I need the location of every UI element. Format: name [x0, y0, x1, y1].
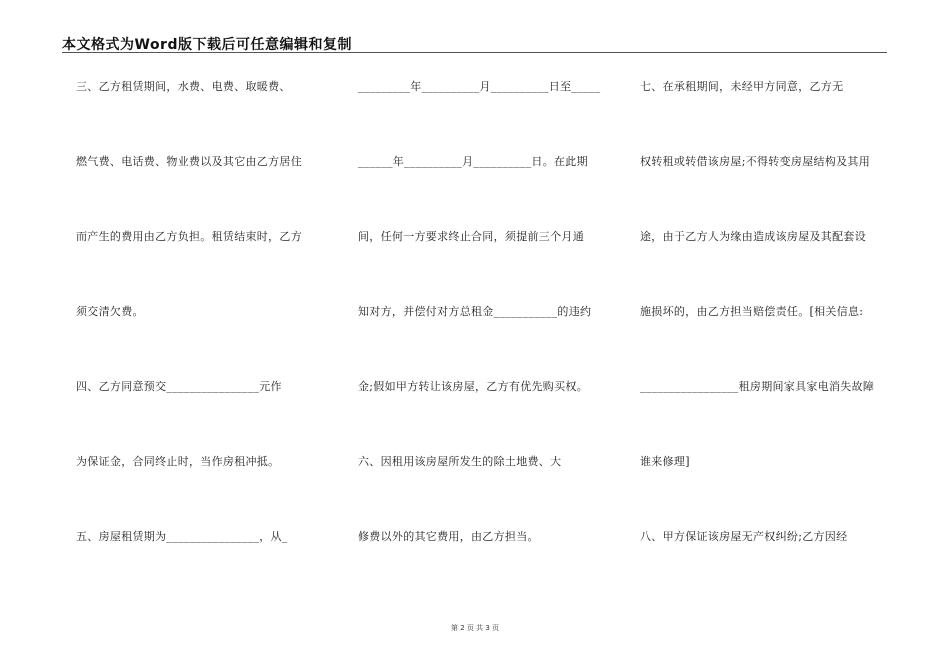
text-line: 权转租或转借该房屋;不得转变房屋结构及其用 [640, 155, 871, 168]
page-header-title: 本文格式为Word版下载后可任意编辑和复制 [62, 37, 352, 53]
text-column-middle [358, 0, 608, 600]
text-line: 为保证金，合同终止时，当作房租冲抵。 [76, 455, 280, 468]
text-column-left [76, 0, 326, 600]
text-line: 八、甲方保证该房屋无产权纠纷;乙方因经 [640, 530, 848, 543]
text-line: 三、乙方租赁期间，水费、电费、取暖费、 [76, 80, 291, 93]
text-line: 七、在承租期间，未经甲方同意，乙方无 [640, 80, 844, 93]
text-line: 四、乙方同意预交________________元作 [76, 380, 282, 393]
text-line: 燃气费、电话费、物业费以及其它由乙方居住 [76, 155, 302, 168]
page-number: 第 2 页 共 3 页 [450, 624, 500, 632]
text-line: ______年__________月__________日。在此期 [358, 155, 588, 168]
text-line: 谁来修理] [640, 455, 690, 468]
text-column-right [640, 0, 890, 600]
text-line: 知对方，并偿付对方总租金___________的违约 [358, 305, 592, 318]
text-line: 途，由于乙方人为缘由造成该房屋及其配套设 [640, 230, 866, 243]
text-line: _________________租房期间家具家电消失故障 [640, 380, 875, 393]
text-line: 修费以外的其它费用，由乙方担当。 [358, 530, 539, 543]
text-line: 六、因租用该房屋所发生的除土地费、大 [358, 455, 562, 468]
text-line: 须交清欠费。 [76, 305, 144, 318]
text-line: 五、房屋租赁期为________________，从_ [76, 530, 288, 543]
text-line: 而产生的费用由乙方负担。租赁结束时，乙方 [76, 230, 302, 243]
text-line: 施损坏的，由乙方担当赔偿责任。[相关信息: [640, 305, 864, 318]
text-line: 金;假如甲方转让该房屋，乙方有优先购买权。 [358, 380, 589, 393]
text-line: _________年__________月__________日至_____ [358, 80, 601, 93]
text-line: 间，任何一方要求终止合同，须提前三个月通 [358, 230, 584, 243]
